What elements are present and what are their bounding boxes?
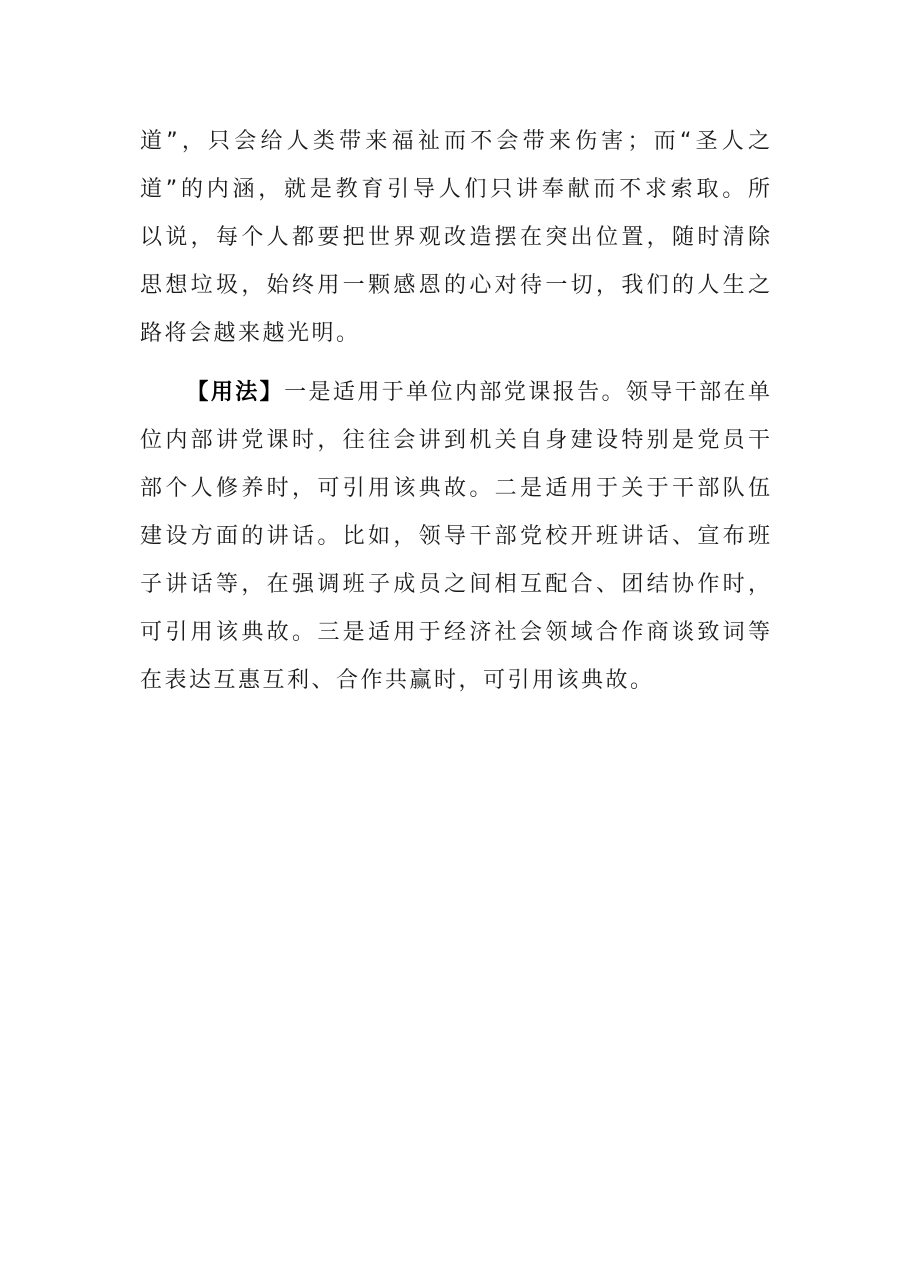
paragraph-line: 部个人修养时，可引用该典故。二是适用于关于干部队伍 (140, 476, 770, 501)
usage-first-line-text: 一是适用于单位内部党课报告。领导干部在单 (284, 380, 770, 405)
paragraph-line: 思想垃圾，始终用一颗感恩的心对待一切，我们的人生之 (140, 273, 770, 298)
paragraph-line: 子讲话等，在强调班子成员之间相互配合、团结协作时， (140, 572, 770, 597)
paragraph-line: 位内部讲党课时，往往会讲到机关自身建设特别是党员干 (140, 428, 770, 453)
paragraph-line: 路将会越来越光明。 (140, 321, 361, 346)
paragraph-line-first (140, 369, 770, 417)
paragraph-line: 在表达互惠互利、合作共赢时，可引用该典故。 (140, 668, 655, 693)
paragraph-line: 以说，每个人都要把世界观改造摆在突出位置，随时清除 (140, 225, 770, 250)
paragraph-1 (140, 118, 770, 358)
paragraph-line: 道”的内涵，就是教育引导人们只讲奉献而不求索取。所 (140, 177, 770, 202)
paragraph-line: 建设方面的讲话。比如，领导干部党校开班讲话、宣布班 (140, 524, 770, 549)
paragraph-line: 可引用该典故。三是适用于经济社会领域合作商谈致词等 (140, 620, 770, 645)
paragraph-line: 道”，只会给人类带来福祉而不会带来伤害；而“圣人之 (140, 129, 770, 154)
usage-heading: 【用法】 (184, 380, 285, 405)
paragraph-usage (140, 369, 770, 705)
